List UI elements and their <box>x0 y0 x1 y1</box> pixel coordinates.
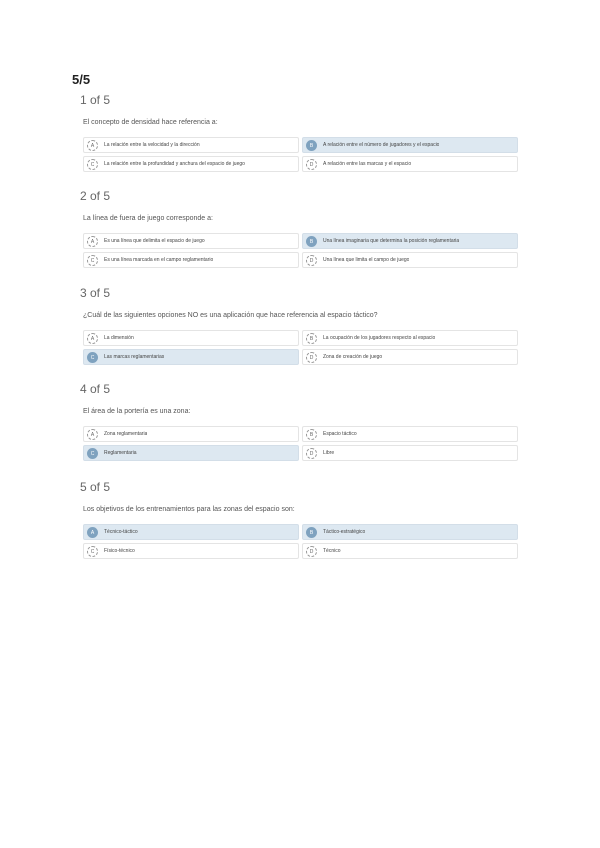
option-letter-badge: A <box>87 140 98 151</box>
answer-option-c[interactable] <box>83 252 299 268</box>
question-number: 5 of 5 <box>80 480 111 494</box>
answer-option-c[interactable] <box>83 349 299 365</box>
option-letter-badge: D <box>306 352 317 363</box>
option-letter-badge: C <box>87 448 98 459</box>
option-label: Zona reglamentaria <box>104 431 148 437</box>
option-letter-badge: D <box>306 159 317 170</box>
option-label: La dimensión <box>104 335 134 341</box>
question-number: 3 of 5 <box>80 286 111 300</box>
option-label: Una línea que limita el campo de juego <box>323 257 410 263</box>
question-block <box>80 285 525 361</box>
answer-option-c[interactable] <box>83 156 299 172</box>
option-label: Es una línea que delimita el espacio de juego <box>104 238 205 244</box>
question-block <box>80 381 525 457</box>
answer-option-b[interactable] <box>302 137 518 153</box>
answer-option-d[interactable] <box>302 252 518 268</box>
option-label: Físico-técnico <box>104 548 135 554</box>
option-label: La relación entre la velocidad y la dirección <box>104 142 200 148</box>
question-number: 4 of 5 <box>80 382 111 396</box>
answer-option-d[interactable] <box>302 156 518 172</box>
option-label: Libre <box>323 450 335 456</box>
answer-option-d[interactable] <box>302 445 518 461</box>
option-label: A relación entre las marcas y el espacio <box>323 161 412 167</box>
question-text: ¿Cuál de las siguientes opciones NO es una aplicación que hace referencia al espacio táctico? <box>83 312 378 319</box>
option-label: Las marcas reglamentarias <box>104 354 165 360</box>
answer-option-b[interactable] <box>302 233 518 249</box>
option-label: Técnico <box>323 548 341 554</box>
option-letter-badge: B <box>306 333 317 344</box>
option-letter-badge: D <box>306 255 317 266</box>
question-number: 1 of 5 <box>80 93 111 107</box>
option-letter-badge: D <box>306 546 317 557</box>
question-text: El concepto de densidad hace referencia a: <box>83 119 218 126</box>
answer-option-b[interactable] <box>302 524 518 540</box>
answer-option-c[interactable] <box>83 543 299 559</box>
question-block <box>80 479 525 555</box>
question-number: 2 of 5 <box>80 189 111 203</box>
quiz-score: 5/5 <box>72 72 91 87</box>
option-label: La relación entre la profundidad y anchura del espacio de juego <box>104 161 245 167</box>
option-letter-badge: D <box>306 448 317 459</box>
question-text: La línea de fuera de juego corresponde a: <box>83 215 213 222</box>
option-label: Zona de creación de juego <box>323 354 383 360</box>
option-letter-badge: B <box>306 140 317 151</box>
option-letter-badge: B <box>306 236 317 247</box>
answer-option-b[interactable] <box>302 330 518 346</box>
option-letter-badge: A <box>87 429 98 440</box>
answer-option-b[interactable] <box>302 426 518 442</box>
option-label: Táctico-estratégico <box>323 529 366 535</box>
question-text: El área de la portería es una zona: <box>83 408 191 415</box>
answer-option-a[interactable] <box>83 330 299 346</box>
option-letter-badge: A <box>87 333 98 344</box>
answer-option-a[interactable] <box>83 524 299 540</box>
option-label: Reglamentaria <box>104 450 137 456</box>
answer-option-d[interactable] <box>302 349 518 365</box>
option-letter-badge: A <box>87 527 98 538</box>
option-letter-badge: C <box>87 546 98 557</box>
answer-option-c[interactable] <box>83 445 299 461</box>
answer-option-a[interactable] <box>83 426 299 442</box>
option-letter-badge: B <box>306 527 317 538</box>
option-letter-badge: C <box>87 159 98 170</box>
question-block <box>80 92 525 168</box>
option-label: Espacio táctico <box>323 431 357 437</box>
option-label: Una línea imaginaria que determina la posición reglamentaria <box>323 238 460 244</box>
option-letter-badge: A <box>87 236 98 247</box>
option-letter-badge: B <box>306 429 317 440</box>
option-letter-badge: C <box>87 352 98 363</box>
answer-option-d[interactable] <box>302 543 518 559</box>
answer-option-a[interactable] <box>83 233 299 249</box>
answer-option-a[interactable] <box>83 137 299 153</box>
option-label: La ocupación de los jugadores respecto al espacio <box>323 335 436 341</box>
question-block <box>80 188 525 264</box>
question-text: Los objetivos de los entrenamientos para las zonas del espacio son: <box>83 506 295 513</box>
option-label: Técnico-táctico <box>104 529 138 535</box>
option-letter-badge: C <box>87 255 98 266</box>
option-label: Es una línea marcada en el campo reglamentario <box>104 257 214 263</box>
option-label: A relación entre el número de jugadores y el espacio <box>323 142 440 148</box>
